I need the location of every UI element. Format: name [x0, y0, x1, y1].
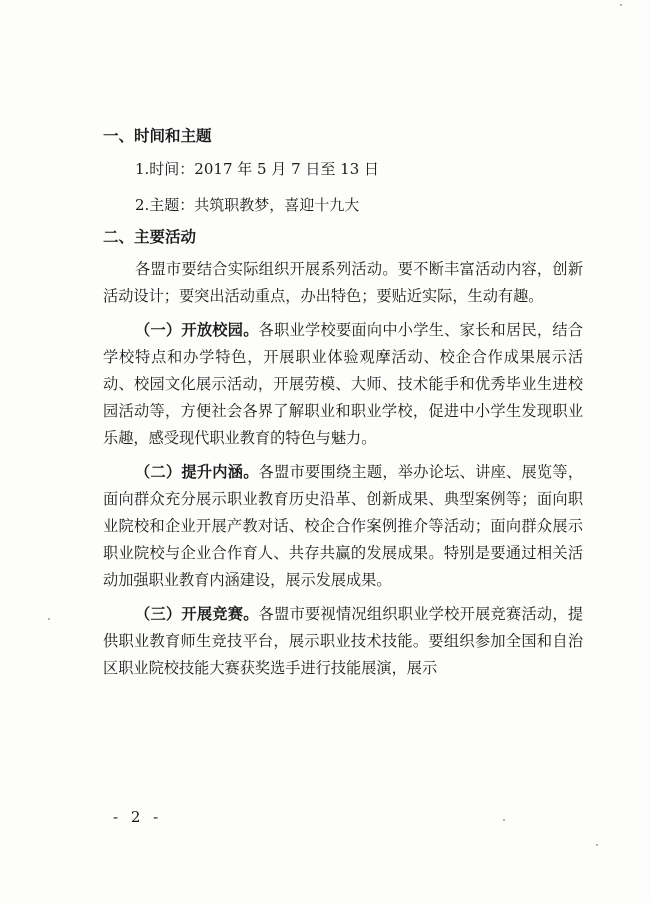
theme-item: 2.主题：共筑职教梦，喜迎十九大 — [135, 196, 360, 214]
intro-paragraph: 各盟市要结合实际组织开展系列活动。要不断丰富活动内容，创新活动设计；要突出活动重点，办出特色；要贴近实际，生动有趣。 — [103, 260, 583, 305]
activity-paragraph-improve-connotation — [103, 459, 583, 594]
activity-paragraph-competition — [103, 601, 583, 682]
scan-speck — [620, 4, 622, 6]
scan-speck — [596, 844, 598, 846]
time-item: 1.时间：2017 年 5 月 7 日至 13 日 — [135, 160, 380, 178]
activity-heading: （三）开展竞赛。 — [135, 605, 259, 623]
activity-paragraph-open-campus — [103, 317, 583, 452]
scan-speck — [503, 819, 505, 821]
activity-heading: （一）开放校园。 — [135, 321, 259, 339]
activity-text: 各盟市要围绕主题，举办论坛、讲座、展览等，面向群众充分展示职业教育历史沿革、创新成果、典型案例等；面向职业院校和企业开展产教对话、校企合作案例推介等活动；面向群众展示职业院校与企业合作育人、共存共赢的发展成果。特别是要通过相关活动加强职业教育内涵建设，展示发展成果。 — [103, 463, 584, 589]
section-heading-time-theme: 一、时间和主题 — [103, 127, 212, 145]
activity-heading: （二）提升内涵。 — [135, 463, 259, 481]
activity-text: 各职业学校要面向中小学生、家长和居民，结合学校特点和办学特色，开展职业体验观摩活动、校企合作成果展示活动、校园文化展示活动，开展劳模、大师、技术能手和优秀毕业生进校园活动等，方便社会各界了解职业和职业学校，促进中小学生发现职业乐趣，感受现代职业教育的特色与魅力。 — [103, 321, 584, 447]
page-number: - 2 - — [113, 808, 163, 826]
section-heading-main-activities: 二、主要活动 — [103, 228, 197, 246]
document-body — [103, 126, 583, 682]
scan-speck — [48, 618, 50, 620]
activity-text: 各盟市要视情况组织职业学校开展竞赛活动，提供职业教育师生竞技平台，展示职业技术技能。要组织参加全国和自治区职业院校技能大赛获奖选手进行技能展演，展示 — [103, 605, 584, 677]
